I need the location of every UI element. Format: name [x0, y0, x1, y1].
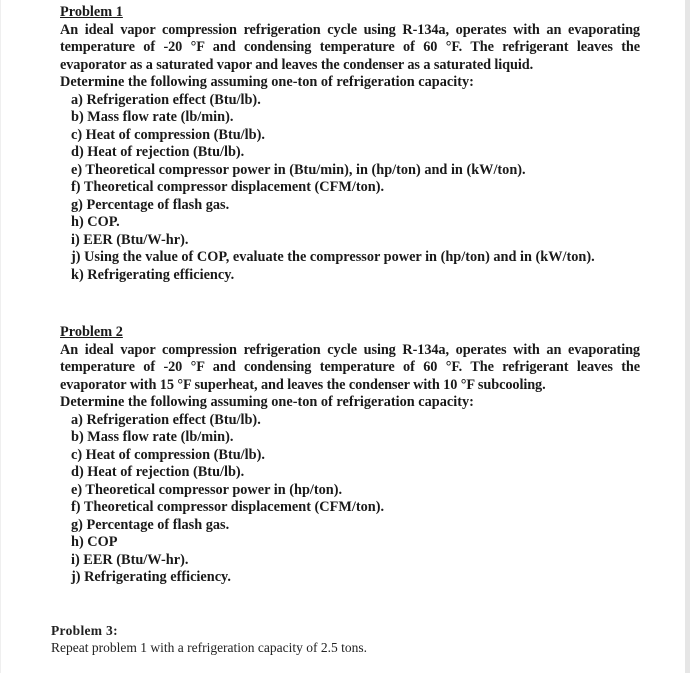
problem-1-item: b) Mass flow rate (lb/min). — [71, 109, 234, 125]
problem-2 — [60, 324, 640, 587]
problem-1 — [60, 4, 640, 284]
problem-1-title: Problem 1 — [60, 4, 123, 20]
problem-2-item: c) Heat of compression (Btu/lb). — [71, 446, 265, 463]
problem-1-item-list — [60, 92, 640, 285]
problem-1-item: c) Heat of compression (Btu/lb). — [71, 126, 265, 143]
problem-2-item: b) Mass flow rate (lb/min). — [71, 429, 234, 445]
problem-1-item: e) Theoretical compressor power in (Btu/min), in (hp/ton) and in (kW/ton). — [71, 161, 526, 178]
problem-2-title: Problem 2 — [60, 324, 123, 340]
problem-3-title: Problem 3: — [51, 623, 118, 638]
problem-3-text: Repeat problem 1 with a refrigeration capacity of 2.5 tons. — [51, 640, 368, 655]
problem-1-item: f) Theoretical compressor displacement (CFM/ton). — [71, 179, 385, 195]
problem-2-description: An ideal vapor compression refrigeration cycle using R-134a, operates with an evaporating temperature of -20 °F and condensing temperature of 60 °F. The refrigerant leaves the evaporator with 15 °F superheat, and leaves the condenser with 10 °F subcooling. — [60, 341, 640, 393]
problem-2-item: h) COP — [71, 534, 118, 550]
problem-1-item: g) Percentage of flash gas. — [71, 196, 230, 213]
problem-2-item: a) Refrigeration effect (Btu/lb). — [71, 411, 261, 428]
problem-1-determine: Determine the following assuming one-ton of refrigeration capacity: — [60, 74, 474, 90]
problem-1-description: An ideal vapor compression refrigeration cycle using R-134a, operates with an evaporating temperature of -20 °F and condensing temperature of 60 °F. The refrigerant leaves the evaporator as a saturated vapor and leaves the condenser as a saturated liquid. — [60, 21, 640, 73]
problem-2-determine: Determine the following assuming one-ton of refrigeration capacity: — [60, 394, 474, 410]
problem-2-item-list — [60, 412, 640, 587]
problem-2-item: e) Theoretical compressor power in (hp/ton). — [71, 481, 343, 498]
problem-1-item: h) COP. — [71, 214, 120, 230]
problem-1-item: i) EER (Btu/W-hr). — [71, 231, 189, 248]
problem-2-item: d) Heat of rejection (Btu/lb). — [71, 464, 245, 480]
problem-2-item: j) Refrigerating efficiency. — [71, 569, 231, 585]
problem-1-item: k) Refrigerating efficiency. — [71, 266, 235, 283]
problem-1-item: d) Heat of rejection (Btu/lb). — [71, 144, 245, 160]
problem-2-item: g) Percentage of flash gas. — [71, 516, 230, 533]
problem-1-item: j) Using the value of COP, evaluate the compressor power in (hp/ton) and in (kW/ton). — [71, 249, 595, 265]
problem-2-item: f) Theoretical compressor displacement (CFM/ton). — [71, 499, 385, 515]
problem-2-item: i) EER (Btu/W-hr). — [71, 551, 189, 568]
problem-3 — [51, 622, 651, 656]
problem-1-item: a) Refrigeration effect (Btu/lb). — [71, 91, 261, 108]
